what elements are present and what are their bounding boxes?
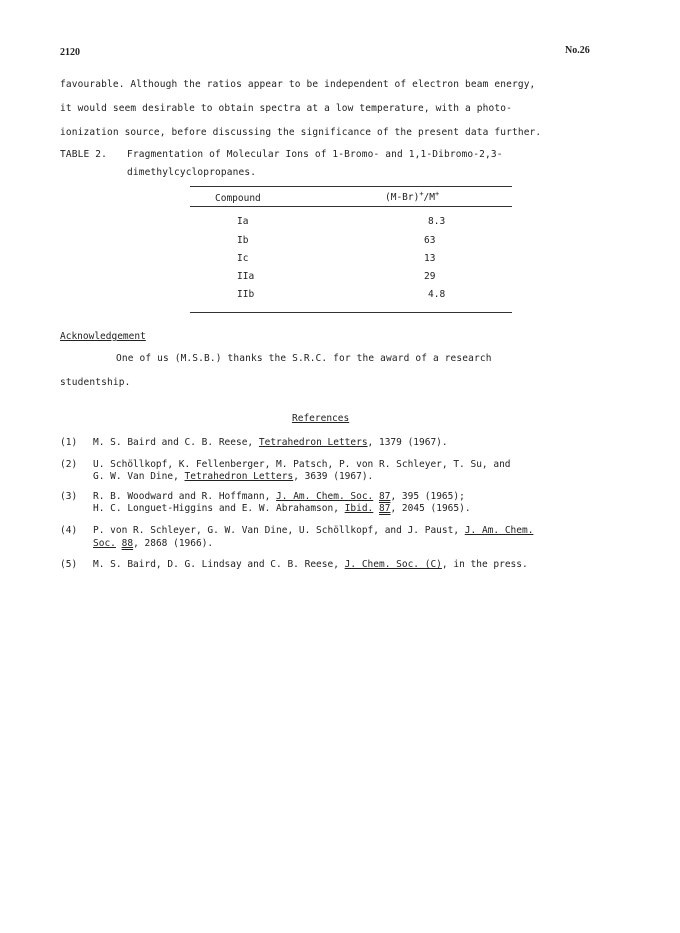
table-row-ratio: 13	[424, 253, 436, 264]
table-top-rule	[190, 186, 512, 187]
reference-3-line-1: R. B. Woodward and R. Hoffmann, J. Am. Chem. Soc. 87, 395 (1965);	[93, 491, 465, 502]
reference-2-line-1: U. Schöllkopf, K. Fellenberger, M. Patsch, P. von R. Schleyer, T. Su, and	[93, 459, 511, 470]
reference-number: (4)	[60, 525, 78, 536]
table-caption-line-2: dimethylcyclopropanes.	[127, 167, 257, 178]
acknowledgement-heading: Acknowledgement	[60, 331, 146, 342]
references-heading: References	[292, 413, 350, 424]
table-header-compound: Compound	[215, 193, 261, 204]
reference-3-line-2: H. C. Longuet-Higgins and E. W. Abrahamson, Ibid. 87, 2045 (1965).	[93, 503, 471, 514]
page-number: 2120	[60, 47, 80, 58]
table-label: TABLE 2.	[60, 149, 107, 160]
table-bottom-rule	[190, 312, 512, 313]
table-row-ratio: 4.8	[428, 289, 446, 300]
reference-5: M. S. Baird, D. G. Lindsay and C. B. Reese, J. Chem. Soc. (C), in the press.	[93, 559, 528, 570]
table-row-ratio: 29	[424, 271, 436, 282]
issue-number: No.26	[565, 45, 590, 56]
reference-number: (2)	[60, 459, 78, 470]
table-row-compound: IIb	[237, 289, 255, 300]
intro-line-3: ionization source, before discussing the significance of the present data further.	[60, 127, 542, 138]
table-row-compound: Ia	[237, 216, 249, 227]
reference-2-line-2: G. W. Van Dine, Tetrahedron Letters, 3639 (1967).	[93, 471, 374, 482]
table-row-compound: Ib	[237, 235, 249, 246]
table-row-compound: Ic	[237, 253, 249, 264]
table-row-ratio: 63	[424, 235, 436, 246]
acknowledgement-line-1: One of us (M.S.B.) thanks the S.R.C. for the award of a research	[116, 353, 492, 364]
reference-4-line-1: P. von R. Schleyer, G. W. Van Dine, U. Schöllkopf, and J. Paust, J. Am. Chem.	[93, 525, 534, 536]
intro-line-2: it would seem desirable to obtain spectra at a low temperature, with a photo-	[60, 103, 512, 114]
table-caption-line-1: Fragmentation of Molecular Ions of 1-Bromo- and 1,1-Dibromo-2,3-	[127, 149, 503, 160]
reference-number: (3)	[60, 491, 78, 502]
reference-number: (1)	[60, 437, 78, 448]
reference-4-line-2: Soc. 88, 2868 (1966).	[93, 538, 214, 549]
table-header-rule	[190, 206, 512, 207]
table-row-compound: IIa	[237, 271, 255, 282]
table-header-ratio: (M-Br)+/M+	[385, 190, 440, 203]
acknowledgement-line-2: studentship.	[60, 377, 131, 388]
table-row-ratio: 8.3	[428, 216, 446, 227]
intro-line-1: favourable. Although the ratios appear to be independent of electron beam energy,	[60, 79, 536, 90]
reference-number: (5)	[60, 559, 78, 570]
reference-1: M. S. Baird and C. B. Reese, Tetrahedron Letters, 1379 (1967).	[93, 437, 448, 448]
